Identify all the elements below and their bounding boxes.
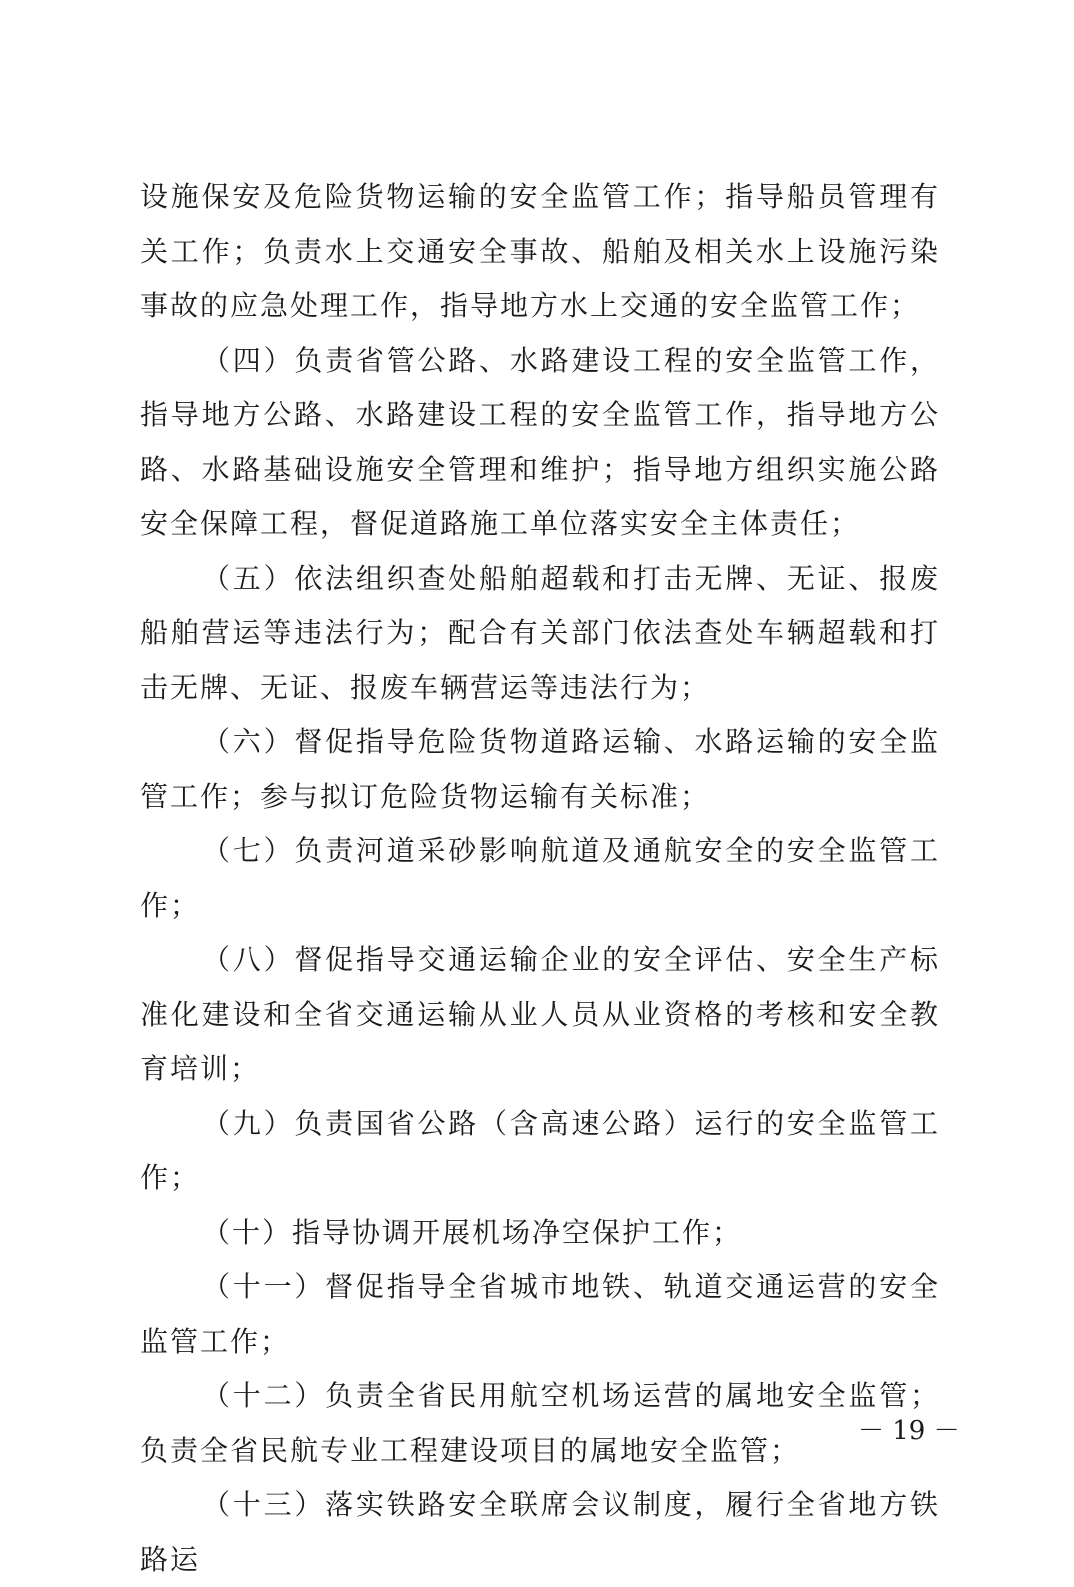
body-text <box>140 170 940 1587</box>
page-number: － 19 － <box>858 1416 960 1446</box>
paragraph: （十三）落实铁路安全联席会议制度，履行全省地方铁路运 <box>140 1488 940 1576</box>
paragraph: （五）依法组织查处船舶超载和打击无牌、无证、报废船舶营运等违法行为；配合有关部门依法查处车辆超载和打击无牌、无证、报废车辆营运等违法行为； <box>140 561 940 704</box>
paragraph: （十一）督促指导全省城市地铁、轨道交通运营的安全监管工作； <box>140 1270 940 1358</box>
paragraph: （八）督促指导交通运输企业的安全评估、安全生产标准化建设和全省交通运输从业人员从业资格的考核和安全教育培训； <box>140 943 940 1085</box>
paragraph: （四）负责省管公路、水路建设工程的安全监管工作，指导地方公路、水路建设工程的安全监管工作，指导地方公路、水路基础设施安全管理和维护；指导地方组织实施公路安全保障工程，督促道路施工单位落实安全主体责任； <box>140 343 940 540</box>
paragraph: （十）指导协调开展机场净空保护工作； <box>202 1215 743 1249</box>
paragraph: （十二）负责全省民用航空机场运营的属地安全监管；负责全省民航专业工程建设项目的属地安全监管； <box>140 1379 940 1467</box>
paragraph: 设施保安及危险货物运输的安全监管工作；指导船员管理有关工作；负责水上交通安全事故、船舶及相关水上设施污染事故的应急处理工作，指导地方水上交通的安全监管工作； <box>140 180 940 322</box>
paragraph: （六）督促指导危险货物道路运输、水路运输的安全监管工作；参与拟订危险货物运输有关标准； <box>140 725 940 813</box>
paragraph: （九）负责国省公路（含高速公路）运行的安全监管工作； <box>140 1106 940 1194</box>
paragraph: （七）负责河道采砂影响航道及通航安全的安全监管工作； <box>140 834 940 922</box>
